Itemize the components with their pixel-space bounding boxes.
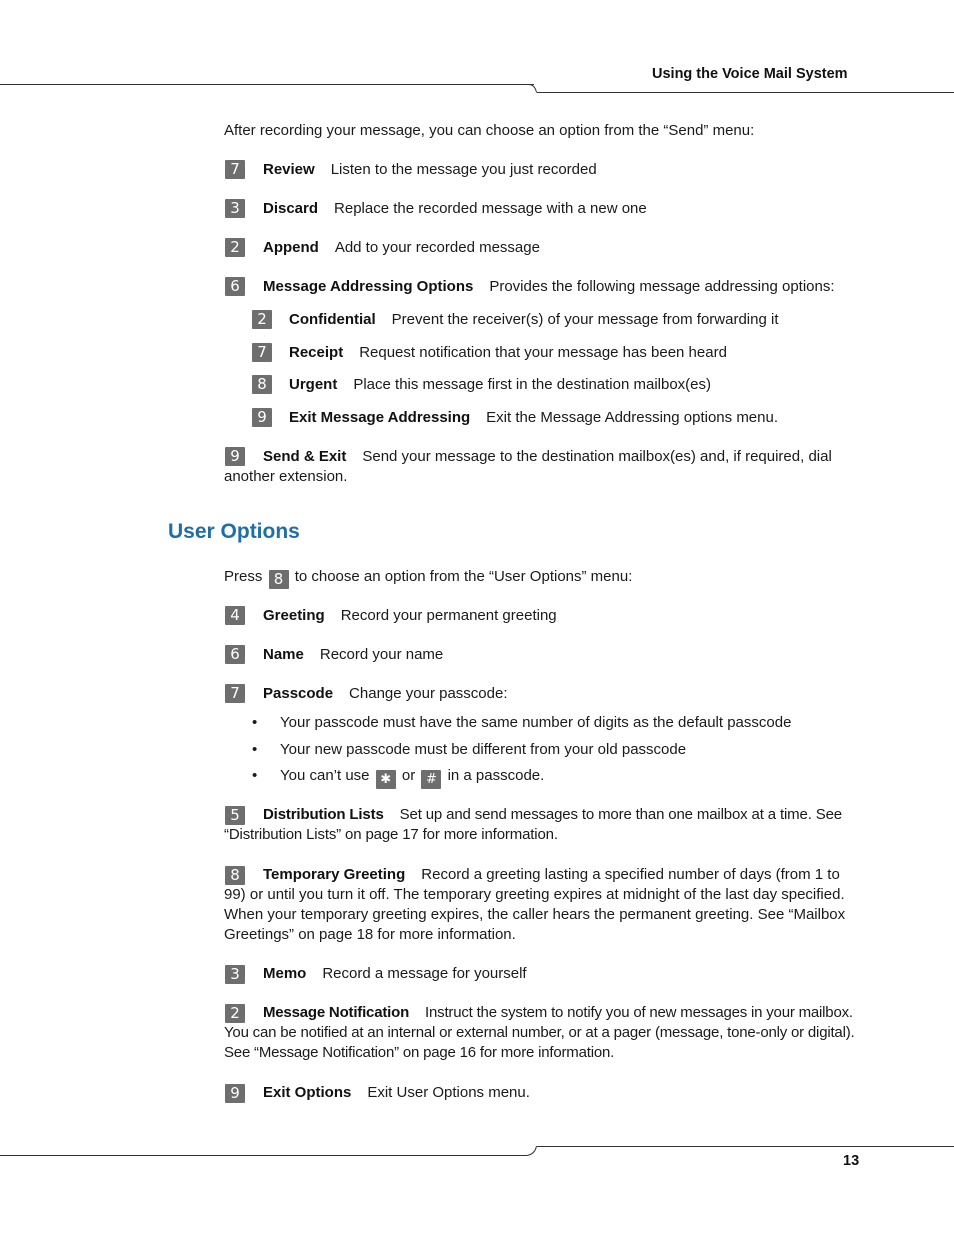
rule-text: in a passcode. — [447, 767, 545, 784]
header-rule-right — [537, 92, 954, 93]
hash-key-icon: # — [421, 770, 441, 789]
send-option-discard — [263, 199, 843, 219]
option-desc: Request notification that your message has been heard — [359, 344, 727, 361]
key-4-icon: 4 — [225, 606, 245, 625]
option-desc: Add to your recorded message — [334, 239, 540, 256]
rule-text: You can’t use — [280, 767, 370, 784]
option-label: Memo — [263, 965, 307, 982]
key-9-icon: 9 — [225, 1084, 245, 1103]
passcode-rule: Your new passcode must be different from your old passcode — [280, 741, 687, 758]
passcode-rule — [280, 766, 544, 789]
option-desc: Listen to the message you just recorded — [330, 161, 597, 178]
footer-rule-left — [0, 1155, 527, 1156]
user-option-notification — [224, 1003, 862, 1063]
page-number: 13 — [843, 1153, 860, 1169]
key-7-icon: 7 — [225, 160, 245, 179]
option-desc: Record a message for yourself — [322, 965, 527, 982]
option-desc: Exit the Message Addressing options menu. — [486, 409, 779, 426]
star-key-icon: ✱ — [376, 770, 396, 789]
key-2-icon: 2 — [225, 238, 245, 257]
addressing-exit — [289, 408, 869, 428]
key-6-icon: 6 — [225, 645, 245, 664]
footer-rule-right — [537, 1146, 954, 1147]
option-label: Discard — [263, 200, 319, 217]
option-desc: Instruct the system to notify you of new messages in your mailbox. You can be notified at an internal or external number, or at a pager (message, tone-only or digital). See “Message Notification” on page 16 for more information. — [224, 1004, 855, 1061]
key-9-icon: 9 — [252, 408, 272, 427]
key-8-icon: 8 — [225, 866, 245, 885]
key-8-icon: 8 — [269, 570, 289, 589]
section-title: User Options — [168, 520, 300, 543]
key-7-icon: 7 — [225, 684, 245, 703]
option-desc: Prevent the receiver(s) of your message from forwarding it — [391, 311, 779, 328]
key-3-icon: 3 — [225, 199, 245, 218]
option-label: Review — [263, 161, 315, 178]
key-2-icon: 2 — [252, 310, 272, 329]
send-exit-option — [224, 447, 862, 487]
send-option-addressing — [263, 277, 863, 297]
option-desc: Record your name — [319, 646, 444, 663]
addressing-receipt — [289, 343, 869, 363]
user-option-temporary-greeting — [224, 865, 862, 945]
option-label: Confidential — [289, 311, 376, 328]
key-7-icon: 7 — [252, 343, 272, 362]
header-rule-curve — [528, 83, 540, 94]
key-5-icon: 5 — [225, 806, 245, 825]
bullet-marker: • — [252, 741, 258, 758]
send-option-review — [263, 160, 843, 180]
addressing-urgent — [289, 375, 869, 395]
option-desc: Set up and send messages to more than one mailbox at a time. See “Distribution Lists” on page 17 for more information. — [224, 806, 842, 843]
option-label: Urgent — [289, 376, 338, 393]
option-desc: Record a greeting lasting a specified number of days (from 1 to 99) or until you turn it off. The temporary greeting expires at midnight of the last day specified. When your temporary greeting expires, the caller hears the permanent greeting. See “Mailbox Greetings” on page 18 for more information. — [224, 866, 846, 943]
header-title: Using the Voice Mail System — [652, 66, 848, 82]
option-label: Exit Options — [263, 1084, 352, 1101]
key-9-icon: 9 — [225, 447, 245, 466]
rule-text: or — [401, 767, 416, 784]
user-option-distribution — [224, 805, 862, 845]
user-option-greeting — [263, 606, 843, 626]
option-desc: Provides the following message addressing options: — [489, 278, 835, 295]
user-option-memo — [263, 964, 843, 984]
press-after-text: to choose an option from the “User Options” menu: — [294, 568, 633, 585]
option-label: Receipt — [289, 344, 344, 361]
option-desc: Exit User Options menu. — [367, 1084, 530, 1101]
press-text: Press — [224, 568, 263, 585]
key-3-icon: 3 — [225, 965, 245, 984]
passcode-rule: Your passcode must have the same number of digits as the default passcode — [280, 714, 792, 731]
option-label: Temporary Greeting — [263, 866, 406, 883]
user-option-name — [263, 645, 843, 665]
send-option-append — [263, 238, 843, 258]
key-8-icon: 8 — [252, 375, 272, 394]
user-option-passcode — [263, 684, 843, 704]
intro-text: After recording your message, you can choose an option from the “Send” menu: — [224, 122, 755, 139]
option-label: Name — [263, 646, 304, 663]
footer-rule-curve — [525, 1145, 539, 1157]
key-6-icon: 6 — [225, 277, 245, 296]
key-2-icon: 2 — [225, 1004, 245, 1023]
addressing-confidential — [289, 310, 869, 330]
user-options-intro — [224, 567, 862, 589]
bullet-marker: • — [252, 714, 258, 731]
option-label: Message Addressing Options — [263, 278, 474, 295]
option-label: Passcode — [263, 685, 334, 702]
option-label: Greeting — [263, 607, 325, 624]
option-label: Send & Exit — [263, 448, 347, 465]
option-desc: Change your passcode: — [349, 685, 508, 702]
option-desc: Send your message to the destination mailbox(es) and, if required, dial another extension. — [224, 448, 832, 485]
option-label: Exit Message Addressing — [289, 409, 471, 426]
option-desc: Replace the recorded message with a new one — [334, 200, 647, 217]
option-label: Message Notification — [263, 1004, 410, 1021]
option-desc: Record your permanent greeting — [340, 607, 557, 624]
user-option-exit — [263, 1083, 843, 1103]
bullet-marker: • — [252, 767, 258, 784]
option-label: Append — [263, 239, 319, 256]
header-rule-left — [0, 84, 534, 85]
option-label: Distribution Lists — [263, 806, 384, 823]
option-desc: Place this message first in the destination mailbox(es) — [353, 376, 712, 393]
